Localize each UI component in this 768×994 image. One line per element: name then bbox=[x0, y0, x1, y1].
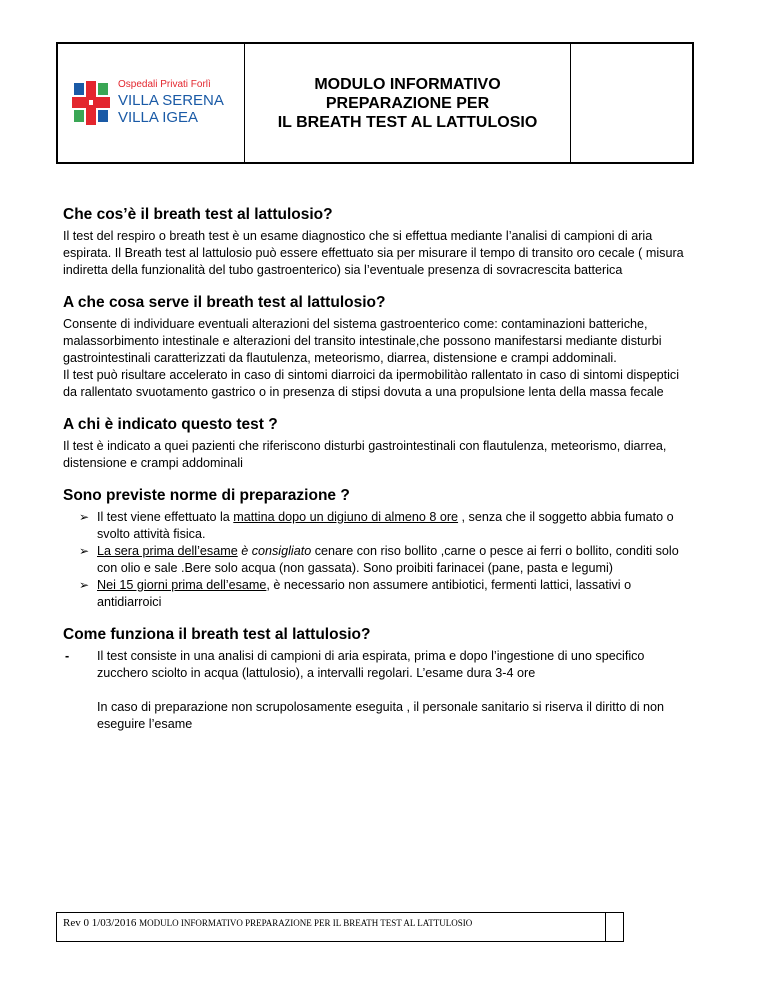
footer-text bbox=[57, 913, 605, 941]
dash-bullet: - bbox=[65, 649, 70, 663]
page-footer bbox=[56, 912, 624, 942]
cross-logo-icon bbox=[72, 81, 110, 125]
section-heading: A che cosa serve il breath test al lattulosio? bbox=[63, 294, 386, 311]
title-line2: PREPARAZIONE PER bbox=[325, 94, 490, 112]
procedure-list bbox=[63, 648, 693, 682]
section-heading: Che cos’è il breath test al lattulosio? bbox=[63, 206, 333, 223]
section-heading: Come funziona il breath test al lattulosio? bbox=[63, 626, 371, 643]
header-empty-cell bbox=[571, 44, 692, 162]
footer-page-box bbox=[605, 913, 623, 941]
logo-line3: VILLA IGEA bbox=[118, 109, 199, 126]
footer-title: MODULO INFORMATIVO PREPARAZIONE PER IL BREATH TEST AL LATTULOSIO bbox=[139, 918, 473, 928]
section-text: Il test può risultare accelerato in caso di sintomi diarroici da ipermobilitào rallentato in caso di sintomi dispeptici da rallentato svuotamento gastrico o in presenza di stipsi dovuta a una propulsione lenta della massa fecale bbox=[63, 368, 679, 399]
hospital-logo bbox=[72, 80, 224, 126]
list-item: ➢ Nei 15 giorni prima dell’esame, è necessario non assumere antibiotici, fermenti lattici, lassativi o antidiarroici bbox=[79, 578, 632, 609]
arrow-bullet-icon: ➢ bbox=[79, 510, 90, 524]
section-text: Il test del respiro o breath test è un esame diagnostico che si effettua mediante l’analisi di campioni di aria espirata. Il Breath test al lattulosio può essere effettuato sia per misurare il tempo di transito oro cecale ( misura indiretta della funzionalità del tubo gastroenterico) sia l’eventuale presenza di sovracrescita batterica bbox=[63, 229, 684, 277]
document-body bbox=[63, 205, 693, 747]
preparation-list bbox=[63, 509, 693, 611]
list-item: ➢ Il test viene effettuato la mattina dopo un digiuno di almeno 8 ore , senza che il soggetto abbia fumato o svolto attività fisica. bbox=[79, 510, 674, 541]
section-how-it-works bbox=[63, 625, 693, 733]
document-title bbox=[245, 44, 571, 162]
title-line3: IL BREATH TEST AL LATTULOSIO bbox=[277, 113, 538, 131]
header-table bbox=[56, 42, 694, 164]
section-text: Consente di individuare eventuali alterazioni del sistema gastroenterico come: contaminazioni batteriche, malassorbimento intestinale e alterazioni del transito intestinale,che possono manifestarsi mediante disturbi gastrointestinali caratterizzati da flautulenza, meteorismo, diarrea, distensione e crampi addominali. bbox=[63, 317, 662, 365]
arrow-bullet-icon: ➢ bbox=[79, 578, 90, 592]
section-indication bbox=[63, 415, 693, 472]
logo-cell bbox=[58, 44, 245, 162]
logo-line1: Ospedali Privati Forlì bbox=[118, 79, 211, 90]
section-purpose bbox=[63, 293, 693, 401]
arrow-bullet-icon: ➢ bbox=[79, 544, 90, 558]
title-line1: MODULO INFORMATIVO bbox=[314, 75, 501, 93]
section-text: Il test è indicato a quei pazienti che riferiscono disturbi gastrointestinali con flautulenza, meteorismo, diarrea, distensione e crampi addominali bbox=[63, 439, 667, 470]
logo-line2: VILLA SERENA bbox=[118, 92, 224, 109]
section-heading: A chi è indicato questo test ? bbox=[63, 416, 278, 433]
disclaimer-text: In caso di preparazione non scrupolosamente eseguita , il personale sanitario si riserva il diritto di non eseguire l’esame bbox=[97, 700, 665, 731]
section-preparation bbox=[63, 486, 693, 611]
footer-revision: Rev 0 1/03/2016 bbox=[63, 917, 140, 929]
list-item: ➢ La sera prima dell’esame è consigliato cenare con riso bollito ,carne o pesce ai ferri o bollito, conditi solo con olio e sale .Bere solo acqua (non gassata). Sono proibiti farinacei (pane, pasta e legumi) bbox=[79, 544, 679, 575]
section-heading: Sono previste norme di preparazione ? bbox=[63, 487, 350, 504]
list-item: - Il test consiste in una analisi di campioni di aria espirata, prima e dopo l’ingestione di uno specifico zucchero sciolto in acqua (lattulosio), a intervalli regolari. L’esame dura 3-4 ore bbox=[65, 649, 645, 680]
section-what-is bbox=[63, 205, 693, 279]
